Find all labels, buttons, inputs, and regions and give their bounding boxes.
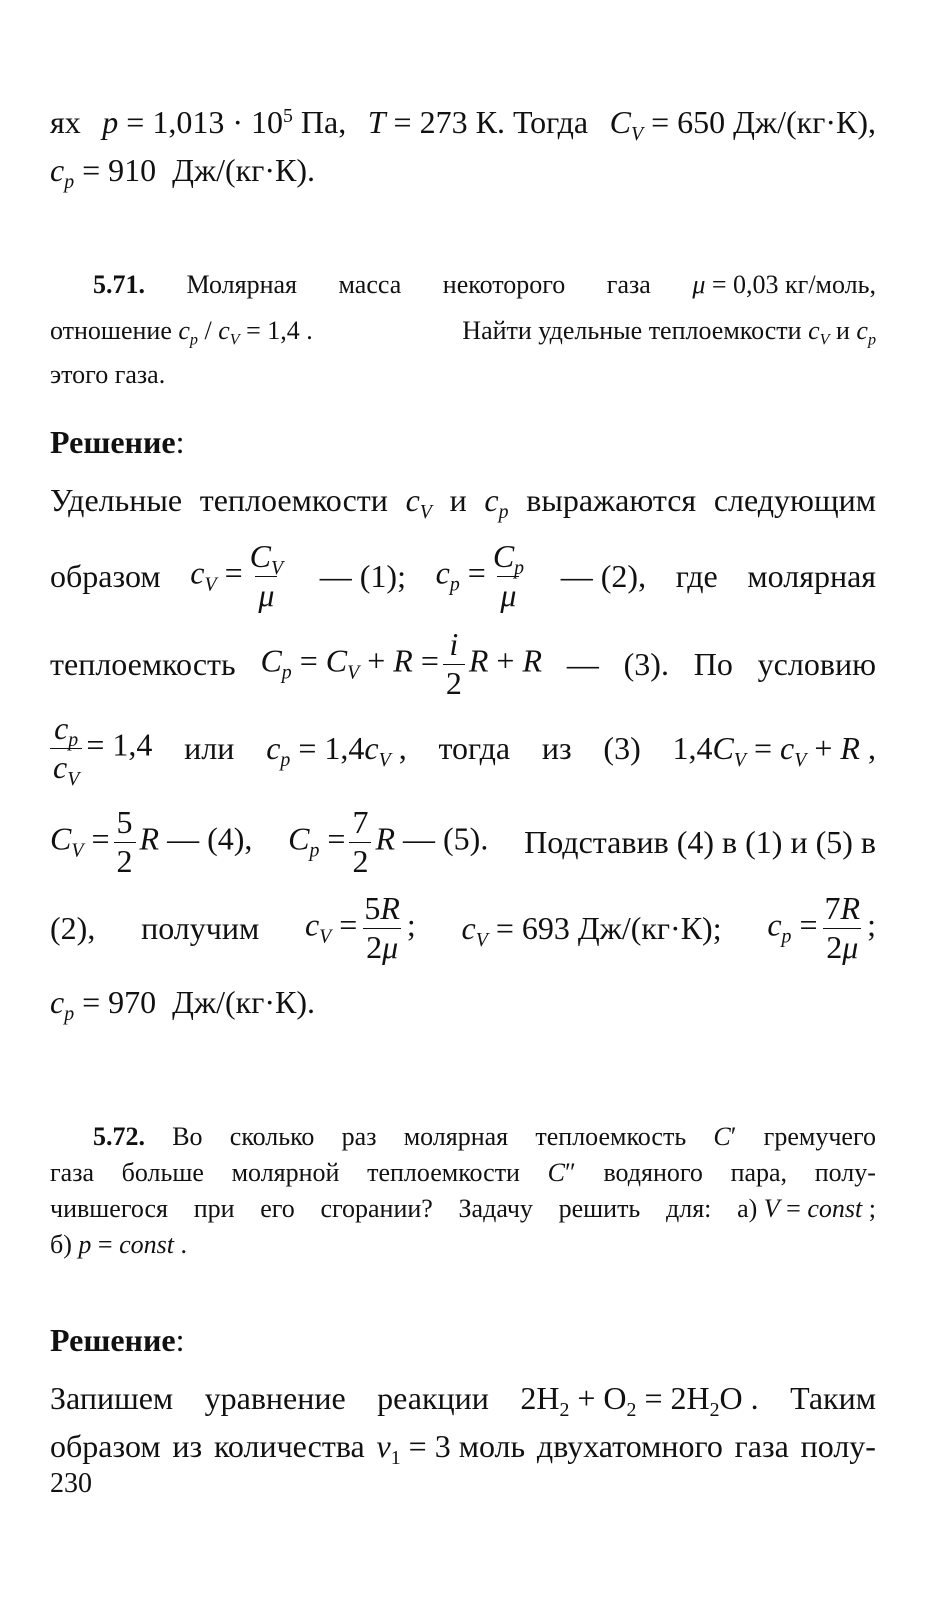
solution-line-6: (2), получим $c_V$ = $\frac{5R}{2\mu}$ ; $c_V = 693$ Дж/(кг·К); $c_p$ = $\frac{7R}{2\mu}$ ; bbox=[50, 890, 876, 965]
solution-heading-text: Решение bbox=[50, 1322, 176, 1358]
page-number: 230 bbox=[50, 1468, 92, 1499]
solution-line-7: $c_p = 970$ Дж/(кг·К). bbox=[50, 984, 315, 1025]
problem-5-71-line-1: 5.71. Молярная масса некоторого газа μ = 0,03 кг/моль, bbox=[93, 270, 876, 299]
solution-line-5: $C_V$ = $\frac{5}{2}$ R — (4), $C_p$ = $\frac{7}{2}$ R — (5). Подставив (4) в (1) и (5) в bbox=[50, 804, 876, 879]
top-line-1: ях $p = 1,013 \cdot 10^5$ Па, T = 273 К. Тогда $C_V = 650$ Дж/(кг·К), bbox=[50, 104, 876, 145]
top-line-2: $c_p = 910$ Дж/(кг·К). bbox=[50, 152, 315, 193]
solution-2-line-2: образом из количества $\nu_1 = 3$ моль двухатомного газа полу- bbox=[50, 1428, 876, 1469]
solution-2-line-1: Запишем уравнение реакции $2H_2 + O_2 = 2H_2O$ . Таким bbox=[50, 1380, 876, 1421]
problem-5-72-line-2: газа больше молярной теплоемкости C″ водяного пара, полу- bbox=[50, 1158, 876, 1187]
solution-heading-text: Решение bbox=[50, 424, 176, 460]
solution-line-2: образом $c_V$ = $\frac{C_V}{\mu}$ — (1); $c_p$ = $\frac{C_p}{\mu}$ — (2), где молярная bbox=[50, 538, 876, 613]
problem-number: 5.72. bbox=[93, 1122, 145, 1151]
solution-line-3: теплоемкость $C_p = C_V + R$ = $\frac{i}{2}$ R + R — (3). По условию bbox=[50, 626, 876, 701]
solution-line-1: Удельные теплоемкости $c_V$ и $c_p$ выражаются следующим bbox=[50, 482, 876, 523]
problem-5-71-line-3: этого газа. bbox=[50, 360, 166, 389]
solution-line-4: $\frac{c_p}{c_V}$ = 1,4 или $c_p = 1,4c_V$ , тогда из (3) $1,4C_V = c_V + R$ , bbox=[50, 712, 876, 784]
solution-heading: Решение: bbox=[50, 424, 185, 460]
problem-5-71-line-2: отношение $c_p / c_V = 1,4$ . Найти удельные теплоемкости $c_V$ и $c_p$ bbox=[50, 316, 876, 349]
solution-heading: Решение: bbox=[50, 1322, 185, 1358]
problem-5-72-line-4: б) p = const . bbox=[50, 1230, 187, 1259]
problem-5-72-line-1: 5.72. Во сколько раз молярная теплоемкость C′ гремучего bbox=[93, 1122, 876, 1151]
problem-5-72-line-3: чившегося при его сгорании? Задачу решить для: а) V = const ; bbox=[50, 1194, 876, 1223]
problem-number: 5.71. bbox=[93, 270, 145, 299]
